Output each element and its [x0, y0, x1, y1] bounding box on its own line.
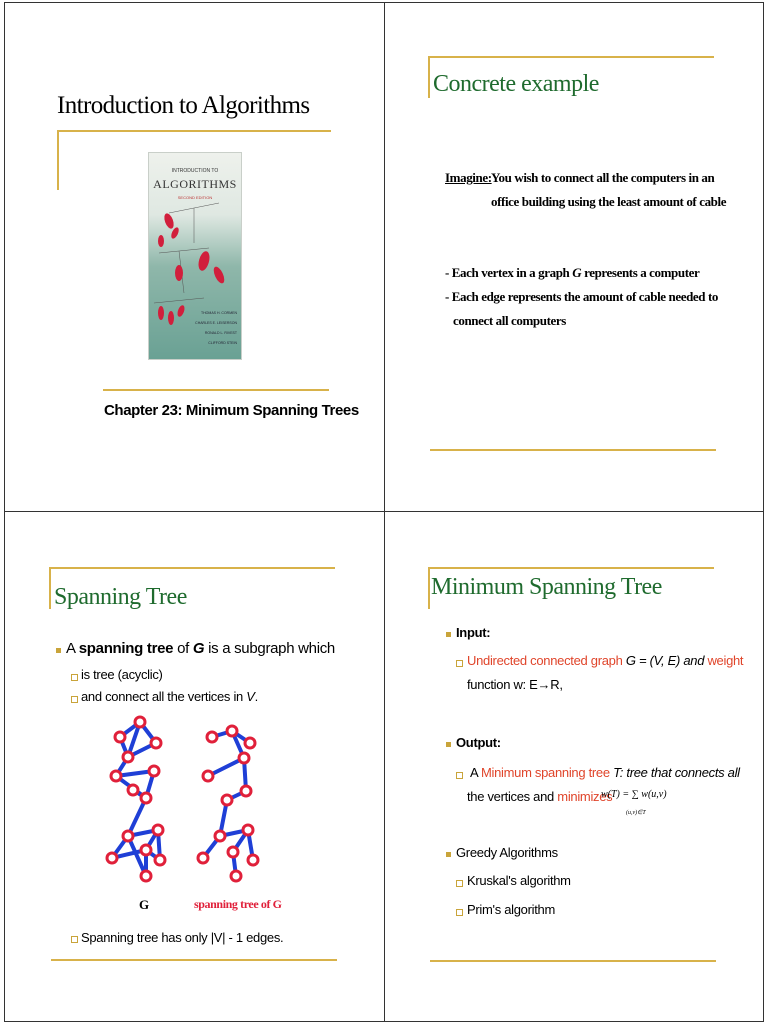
minimizes-text: minimizes — [557, 789, 613, 804]
connect-period: . — [254, 689, 258, 704]
graph-node — [141, 793, 151, 803]
vertex-point-rest: represents a computer — [581, 265, 700, 280]
output-vertices-text: the vertices and — [467, 789, 558, 804]
tree-node — [228, 847, 238, 857]
tree-node — [243, 825, 253, 835]
bullet-marker — [56, 648, 61, 653]
edge-point-line1: - Each edge represents the amount of cable needed to — [445, 289, 718, 304]
book-author-1: THOMAS H. CORMEN — [201, 311, 237, 315]
title-rule-horizontal — [49, 567, 335, 569]
title-rule-horizontal — [428, 56, 714, 58]
sub-bullet-marker — [71, 674, 78, 681]
slide-title: Minimum Spanning Tree — [431, 574, 662, 600]
graph-node — [135, 717, 145, 727]
undirected-graph-text: Undirected connected graph — [467, 653, 623, 668]
graph-definition: G = (V, E) and — [622, 653, 708, 668]
slide-concrete-example — [385, 0, 764, 511]
book-title-line1: INTRODUCTION TO — [171, 168, 219, 174]
bullet-marker — [446, 632, 451, 637]
tree-node — [215, 831, 225, 841]
title-rule-horizontal — [428, 567, 714, 569]
sub-bullet-marker — [456, 880, 463, 887]
slide-intro — [0, 0, 384, 511]
mobile-sculpture-illustration — [149, 153, 241, 359]
book-author-4: CLIFFORD STEIN — [208, 341, 237, 345]
graph-node — [111, 771, 121, 781]
sub-bullet-marker — [456, 909, 463, 916]
output-description-line1 — [470, 765, 740, 780]
graph-node — [155, 855, 165, 865]
sub-bullet-marker — [456, 772, 463, 779]
graph-label-spanning-tree: spanning tree of G — [194, 897, 282, 911]
title-rule-horizontal — [57, 130, 331, 132]
graph-node — [153, 825, 163, 835]
sub-bullet-marker — [71, 936, 78, 943]
slide-minimum-spanning-tree — [385, 512, 764, 1022]
tree-node — [241, 786, 251, 796]
title-rule-vertical — [428, 56, 430, 98]
graph-node — [115, 732, 125, 742]
imagine-text-line2: office building using the least amount of cable — [491, 194, 727, 209]
tree-node — [203, 771, 213, 781]
prim-algorithm: Prim's algorithm — [467, 902, 555, 917]
graph-diagram — [0, 712, 384, 912]
book-title-line3: SECOND EDITION — [177, 195, 213, 200]
weight-formula-subscript: (u,v)∈T — [626, 810, 646, 816]
graph-node — [128, 785, 138, 795]
kruskal-algorithm: Kruskal's algorithm — [467, 873, 571, 888]
edge-count-note: Spanning tree has only |V| - 1 edges. — [81, 930, 284, 945]
output-a: A — [470, 765, 481, 780]
input-description-line1 — [467, 653, 743, 668]
sub-point-connect — [81, 689, 258, 704]
graph-node — [123, 752, 133, 762]
imagine-label: Imagine: — [445, 170, 492, 185]
sub-bullet-marker — [71, 696, 78, 703]
tree-node — [248, 855, 258, 865]
output-tree-description: T: tree that connects all — [609, 765, 740, 780]
definition-of: of — [173, 640, 193, 657]
footer-rule — [430, 960, 716, 962]
output-label: Output: — [456, 735, 501, 750]
graph-node — [107, 853, 117, 863]
tree-node — [207, 732, 217, 742]
tree-node — [222, 795, 232, 805]
book-author-3: RONALD L. RIVEST — [204, 331, 237, 335]
slide-spanning-tree — [0, 512, 384, 1022]
graph-node — [149, 766, 159, 776]
footer-rule — [430, 449, 716, 451]
graph-symbol-g: G — [192, 640, 205, 657]
book-cover-image — [148, 152, 242, 360]
vertex-set-v: V — [246, 689, 255, 704]
tree-node — [239, 753, 249, 763]
definition-a: A — [66, 640, 79, 657]
title-rule-vertical — [428, 567, 430, 609]
tree-node — [227, 726, 237, 736]
book-title-line2: ALGORITHMS — [153, 177, 237, 191]
graph-node — [141, 845, 151, 855]
slide-title: Concrete example — [433, 71, 599, 97]
definition-term: spanning tree — [78, 640, 174, 657]
graph-symbol-g: G — [572, 265, 582, 280]
definition-bullet — [66, 640, 335, 657]
slide-title: Spanning Tree — [54, 584, 187, 610]
weight-formula: w(T) = ∑ w(u,v) — [601, 789, 667, 800]
input-description-line2: function w: E→R, — [467, 677, 563, 692]
graph-edge — [128, 836, 146, 876]
chapter-rule — [103, 389, 329, 391]
vertex-point — [445, 265, 699, 281]
graph-label-g: G — [139, 897, 150, 912]
vertex-point-text: - Each vertex in a graph — [445, 265, 573, 280]
graph-node — [123, 831, 133, 841]
tree-node — [245, 738, 255, 748]
title-rule-vertical — [49, 567, 51, 609]
title-rule-vertical — [57, 130, 59, 190]
weight-text: weight — [707, 653, 744, 668]
slide-title: Introduction to Algorithms — [57, 92, 310, 119]
mst-text: Minimum spanning tree — [480, 765, 610, 780]
tree-node — [231, 871, 241, 881]
output-description-line2 — [467, 789, 612, 804]
bullet-marker — [446, 742, 451, 747]
footer-rule — [51, 959, 337, 961]
definition-rest: is a subgraph which — [204, 640, 335, 657]
tree-node — [198, 853, 208, 863]
edge-point-line2: connect all computers — [453, 313, 566, 328]
bullet-marker — [446, 852, 451, 857]
book-author-2: CHARLES E. LEISERSON — [195, 321, 237, 325]
sub-point-acyclic: is tree (acyclic) — [81, 667, 163, 682]
graph-node — [151, 738, 161, 748]
imagine-text-line1: You wish to connect all the computers in an — [491, 170, 715, 185]
greedy-algorithms: Greedy Algorithms — [456, 845, 558, 860]
connect-text: and connect all the vertices in — [81, 689, 247, 704]
sub-bullet-marker — [456, 660, 463, 667]
graph-node — [141, 871, 151, 881]
input-label: Input: — [456, 625, 491, 640]
chapter-title: Chapter 23: Minimum Spanning Trees — [104, 402, 359, 419]
